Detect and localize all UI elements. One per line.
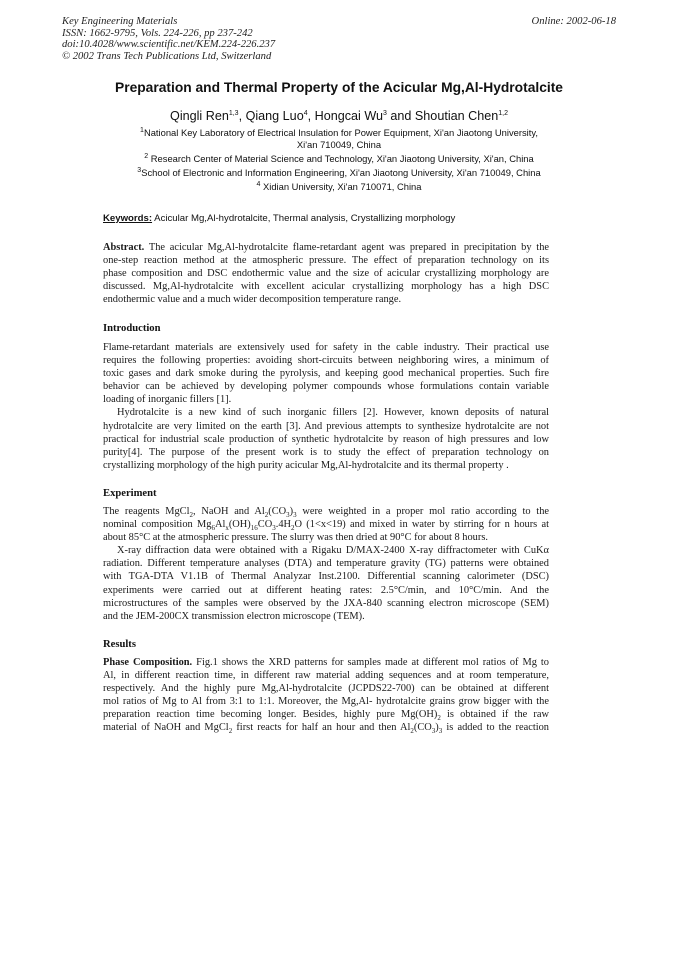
abstract-line <box>103 241 549 254</box>
paragraph-line <box>103 721 549 734</box>
text-run: The reagents MgCl <box>103 506 190 517</box>
author-name: Qingli Ren <box>170 109 229 123</box>
paragraph-line: about 85°C at the atmospheric pressure. The slurry was then dried at 90°C for about 8 hours. <box>103 532 488 544</box>
paragraph-line: practical for industrial scale production of synthetic hydrotalcite by reason of high pressures and low <box>103 433 549 445</box>
subscript: 2 <box>437 714 441 723</box>
text-run: preparation reaction time becoming longer. Besides, highly pure Mg(OH) <box>103 709 438 721</box>
experiment-body <box>103 505 549 623</box>
text-run: (CO <box>413 722 432 734</box>
subscript: 2 <box>189 511 193 520</box>
paragraph-line: loading of inorganic fillers [1]. <box>103 394 232 406</box>
copyright-line: © 2002 Trans Tech Publications Ltd, Switzerland <box>62 50 272 62</box>
abstract-label: Abstract. <box>103 242 145 253</box>
text-run: (OH) <box>228 519 251 531</box>
subscript: 16 <box>250 524 258 533</box>
introduction-body <box>103 341 549 472</box>
text-run: (CO <box>268 506 287 517</box>
text-run: were weighted in a proper mol ratio according to the <box>296 506 549 517</box>
paragraph-line: X-ray diffraction data were obtained with a Rigaku D/MAX-2400 X-ray diffractometer with CuKα <box>117 545 549 557</box>
author-sep: , <box>307 109 315 123</box>
paragraph-line: and the JEM-200CX transmission electron microscope (TEM). <box>103 610 365 622</box>
aff-text: Xi'an 710049, China <box>296 139 382 150</box>
paragraph-line: Al, in different reaction time, in different raw material adding sequences and at room temperature, <box>103 670 549 682</box>
keywords-text: Acicular Mg,Al-hydrotalcite, Thermal analysis, Crystallizing morphology <box>152 213 456 224</box>
paragraph-line: respectively. And the highly pure Mg,Al-hydrotalcite (JCPDS22-700) can be obtained at different <box>103 683 549 695</box>
author-sup: 1,2 <box>498 109 508 117</box>
aff-text: Research Center of Material Science and Technology, Xi'an Jiaotong University, Xi'an, China <box>148 153 534 164</box>
paragraph-line: with TGA-DTA V1.1B of Thermal Analyzar Inst.2100. Differential scanning calorimeter (DSC) <box>103 571 549 583</box>
subscript: 3 <box>431 727 436 736</box>
paragraph-line: Flame-retardant materials are extensively used for safety in the cable industry. Their practical use <box>103 342 549 353</box>
paragraph-line: Hydrotalcite is a new kind of such inorganic fillers [2]. However, known deposits of natural <box>117 407 549 419</box>
section-heading-results: Results <box>103 639 136 650</box>
subscript: 2 <box>410 727 414 736</box>
online-date: Online: 2002-06-18 <box>531 16 616 27</box>
aff-sup: 1 <box>140 126 144 134</box>
paragraph-line: behavior can be achieved by developing polymer compounds whose formulations contain variable <box>103 381 549 393</box>
author-name: Qiang Luo <box>245 109 304 123</box>
author-sep: and <box>386 109 415 123</box>
text-run: ) <box>289 506 294 517</box>
text-run: nominal composition Mg <box>103 519 212 531</box>
paragraph-line: purity[4]. The purpose of the present work is to study the effect of preparation technology on <box>103 446 549 458</box>
affiliation-2 <box>0 153 678 165</box>
section-heading-experiment: Experiment <box>103 488 157 499</box>
issn-line: ISSN: 1662-9795, Vols. 224-226, pp 237-242 <box>62 27 253 39</box>
subscript: 3 <box>438 727 443 736</box>
doi-line: doi:10.4028/www.scientific.net/KEM.224-226.237 <box>62 39 276 51</box>
aff-sup: 4 <box>256 180 261 188</box>
aff-sup: 2 <box>144 152 149 160</box>
paragraph-line: radiation. Different temperature analyses (DTA) and temperature gravity (TG) patterns were obtained <box>103 558 549 570</box>
text-run: is obtained if the raw <box>440 709 549 721</box>
author-sup: 3 <box>382 109 387 117</box>
author-name: Hongcai Wu <box>314 109 383 123</box>
author-sep: , <box>238 109 246 123</box>
paragraph-line: experiments were carried out at different heating rates: 2.5°C/min, and 10°C/min. And the <box>103 584 549 596</box>
text-run: CO <box>257 519 273 531</box>
keywords <box>103 213 455 224</box>
aff-text: School of Electronic and Information Engineering, Xi'an Jiaotong University, Xi'an 710049, China <box>141 167 541 178</box>
author-sup: 4 <box>303 109 308 117</box>
subscript: x <box>225 524 229 533</box>
author-name: Shoutian Chen <box>414 109 499 123</box>
aff-text: Xidian University, Xi'an 710071, China <box>260 181 422 192</box>
text-run: , NaOH and Al <box>193 506 265 517</box>
text-run: Al <box>214 519 226 531</box>
abstract-line: phase composition and DSC endothermic value and the size of acicular crystallizing morphology are <box>103 268 549 280</box>
paragraph-line: crystallizing morphology of the high purity acicular Mg,Al-hydrotalcite and its thermal property . <box>103 459 509 471</box>
subscript: 3 <box>293 511 297 520</box>
keywords-label: Keywords: <box>103 213 153 224</box>
paragraph-line: microstructures of the samples were observed by the JXA-840 scanning electron microscope (SEM) <box>103 597 549 609</box>
affiliation-1 <box>0 127 678 151</box>
text-run: Fig.1 shows the XRD patterns for samples made at different mol ratios of Mg to <box>192 657 549 668</box>
results-body <box>103 656 549 735</box>
text-run: ) <box>435 722 439 734</box>
affiliation-3 <box>0 167 678 179</box>
aff-sup: 3 <box>137 166 142 174</box>
journal-header <box>62 16 275 62</box>
text-run: O (1<x<19) and mixed in water by stirring for n hours at <box>294 519 550 531</box>
paragraph-line <box>103 656 549 669</box>
subscript: 6 <box>211 524 215 533</box>
abstract <box>103 241 549 306</box>
abstract-line: one-step reaction method at the atmospheric pressure. The effect of preparation technology on its <box>103 255 549 267</box>
author-sup: 1,3 <box>228 109 239 117</box>
abstract-text: The acicular Mg,Al-hydrotalcite flame-retardant agent was prepared in precipitation by the <box>144 242 549 253</box>
text-run: material of NaOH and MgCl <box>103 722 229 734</box>
paragraph-line: mol ratios of Mg to Al from 3:1 to 1:1. Moreover, the Mg,Al- hydrotalcite grains grow bigger with the <box>103 696 549 708</box>
abstract-line: endothermic value and a much wider decomposition temperature range. <box>103 294 402 306</box>
text-run: is added to the reaction <box>442 722 549 734</box>
text-run: .4H <box>275 519 292 531</box>
subscript: 2 <box>264 511 269 520</box>
paragraph-line <box>103 708 549 721</box>
paragraph-line <box>103 505 549 518</box>
journal-name: Key Engineering Materials <box>62 16 178 27</box>
subscript: 2 <box>228 727 233 736</box>
subscript: 2 <box>291 524 295 533</box>
paragraph-line: hydrotalcite are very limited on the earth [3]. And previous attempts to synthesize hydrotalcite are not <box>103 420 549 432</box>
paragraph-line <box>103 518 549 531</box>
section-heading-introduction: Introduction <box>103 323 161 334</box>
paper-title: Preparation and Thermal Property of the Acicular Mg,Al-Hydrotalcite <box>115 80 563 95</box>
paragraph-line: requires the following properties: avoiding short-circuits between neighboring wires, a minimum of <box>103 355 549 367</box>
subsection-label: Phase Composition. <box>103 657 193 668</box>
author-list <box>0 109 678 123</box>
affiliation-4 <box>0 181 678 193</box>
subscript: 3 <box>286 511 290 520</box>
text-run: first reacts for half an hour and then Al <box>232 722 411 734</box>
paragraph-line: toxic gases and dark smoke during the pyrolysis, and keeping good mechanical properties. Such fire <box>103 368 549 380</box>
aff-text: National Key Laboratory of Electrical Insulation for Power Equipment, Xi'an Jiaotong University, <box>143 127 538 138</box>
abstract-line: discussed. Mg,Al-hydrotalcite with excellent acicular crystallizing morphology has a high DSC <box>103 281 549 293</box>
subscript: 3 <box>272 524 276 533</box>
